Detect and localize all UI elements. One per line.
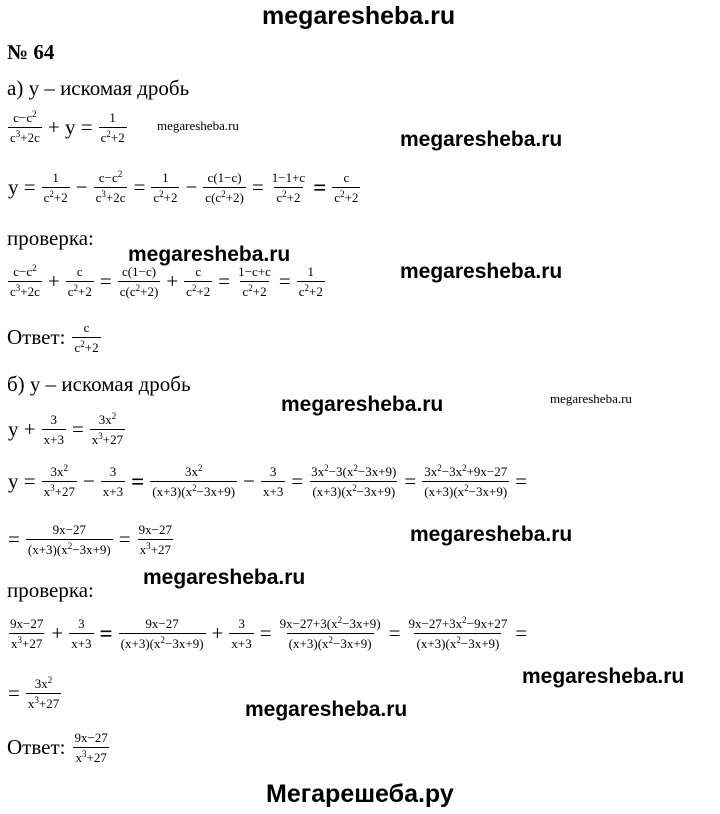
fraction <box>236 264 273 299</box>
numerator: c <box>76 264 83 279</box>
fraction <box>150 464 237 499</box>
numerator: 9x−27 <box>10 616 44 631</box>
numerator: 3 <box>78 616 85 631</box>
watermark-text: megaresheba.ru <box>400 260 563 283</box>
part-a-equation-1 <box>5 110 130 145</box>
numerator: 1 <box>162 170 169 185</box>
denominator: $x^3+27$ <box>75 749 107 765</box>
denominator: x+3 <box>229 633 253 651</box>
numerator: 1 <box>307 264 315 279</box>
part-a-label: а) у – искомая дробь <box>7 76 190 100</box>
denominator: $x^3+27$ <box>91 431 124 447</box>
part-b-check-label: проверка: <box>7 578 94 602</box>
operator: y = <box>8 469 36 493</box>
numerator: 9x−27 <box>74 730 108 745</box>
fraction <box>42 170 70 205</box>
problem-title: № 64 <box>7 40 55 64</box>
numerator: $c-c^2$ <box>13 109 37 125</box>
operator: = <box>8 681 20 705</box>
fraction <box>8 110 42 145</box>
denominator: $(x+3)(x^2-3x+9)$ <box>416 635 500 651</box>
part-b-check-line-2 <box>5 676 64 711</box>
numerator: c <box>195 264 202 279</box>
fraction <box>203 170 246 205</box>
operator: − <box>75 175 88 199</box>
numerator: $c-c^2$ <box>13 263 37 279</box>
fraction <box>69 616 93 651</box>
operator: = <box>131 468 145 494</box>
numerator: 9x−27 <box>145 616 179 631</box>
numerator: $9x-27+3x^2-9x+27$ <box>408 615 508 631</box>
denominator: x+3 <box>101 481 125 499</box>
numerator: 9x−27 <box>138 522 172 537</box>
fraction <box>119 616 206 651</box>
part-b-check-line-1 <box>5 616 530 651</box>
denominator: $c(c^2+2)$ <box>119 283 159 299</box>
fraction <box>229 616 253 651</box>
operator: = <box>133 175 146 199</box>
denominator: $c^3+2c$ <box>10 129 40 145</box>
denominator: $c^2+2$ <box>242 283 267 299</box>
fraction <box>406 616 509 651</box>
numerator: 9x−27 <box>52 522 86 537</box>
numerator: 1−1+c <box>271 170 306 185</box>
denominator: $c(c^2+2)$ <box>205 189 244 205</box>
operator: + y = <box>47 115 93 139</box>
watermark-small-b: megaresheba.ru <box>550 391 632 406</box>
denominator: $c^2+2$ <box>43 189 68 205</box>
denominator: $(x+3)(x^2-3x+9)$ <box>27 541 111 557</box>
numerator: 3 <box>269 464 277 479</box>
footer-watermark[interactable]: Мегарешеба.ру <box>266 780 454 808</box>
fraction <box>101 464 125 499</box>
numerator: 1 <box>52 170 59 185</box>
numerator: 3 <box>50 412 58 427</box>
watermark-text: megaresheba.ru <box>245 698 408 721</box>
part-b-solution-line-2 <box>5 522 177 557</box>
watermark-text: megaresheba.ru <box>128 243 291 266</box>
operator: = <box>313 174 327 200</box>
fraction <box>332 170 360 205</box>
numerator: 3 <box>238 616 245 631</box>
denominator: $c^3+2c$ <box>95 189 126 205</box>
fraction <box>297 264 325 299</box>
numerator: $3x^2-3(x^2-3x+9)$ <box>311 463 397 479</box>
operator: + <box>211 621 224 645</box>
fraction <box>90 412 125 447</box>
part-a-check-line <box>5 264 328 299</box>
part-b-label: б) у – искомая дробь <box>7 372 191 396</box>
fraction <box>270 170 307 205</box>
denominator: $x^3+27$ <box>139 541 171 557</box>
fraction <box>422 464 509 499</box>
denominator: $(x+3)(x^2-3x+9)$ <box>288 635 372 651</box>
fraction <box>99 110 127 145</box>
operator: + <box>47 269 60 293</box>
fraction <box>151 170 179 205</box>
operator: − <box>82 469 95 493</box>
denominator: $(x+3)(x^2-3x+9)$ <box>312 483 396 499</box>
operator: = <box>251 175 264 199</box>
numerator: 1−c+c <box>238 264 271 279</box>
operator: = <box>118 527 131 551</box>
part-b-answer <box>7 730 113 765</box>
denominator: $(x+3)(x^2-3x+9)$ <box>424 483 508 499</box>
numerator: $c-c^2$ <box>98 169 123 185</box>
numerator: c <box>343 170 350 185</box>
fraction <box>94 170 128 205</box>
operator: = <box>404 469 417 493</box>
fraction <box>309 464 398 499</box>
denominator: x+3 <box>261 481 285 499</box>
part-a-answer <box>7 320 104 355</box>
numerator: 1 <box>109 110 116 125</box>
denominator: $c^2+2$ <box>153 189 178 205</box>
operator: = <box>278 269 291 293</box>
operator: − <box>243 469 255 493</box>
operator: = <box>515 621 528 645</box>
watermark-text: megaresheba.ru <box>410 523 573 546</box>
watermark-text: megaresheba.ru <box>522 665 685 688</box>
operator: y = <box>8 175 36 199</box>
denominator: $c^2+2$ <box>67 283 92 299</box>
numerator: $3x^2$ <box>184 463 203 479</box>
watermark-text: megaresheba.ru <box>143 566 306 589</box>
denominator: $x^3+27$ <box>11 635 43 651</box>
fraction <box>26 522 113 557</box>
fraction <box>118 264 161 299</box>
numerator: $9x-27+3(x^2-3x+9)$ <box>279 615 381 631</box>
part-b-answer-label: Ответ: <box>7 735 66 759</box>
denominator: x+3 <box>69 633 93 651</box>
operator: + <box>51 621 64 645</box>
fraction <box>42 464 77 499</box>
fraction <box>42 412 66 447</box>
denominator: $x^3+27$ <box>27 695 60 711</box>
operator: y + <box>8 417 36 441</box>
fraction <box>66 264 94 299</box>
operator: = <box>259 621 272 645</box>
denominator: $c^2+2$ <box>186 283 211 299</box>
numerator: $3x^2$ <box>98 411 117 427</box>
operator: + <box>166 269 179 293</box>
numerator: $3x^2$ <box>50 463 69 479</box>
part-b-solution-line-1 <box>5 464 530 499</box>
part-a-solution-line <box>5 170 363 205</box>
denominator: $c^2+2$ <box>334 189 359 205</box>
denominator: $(x+3)(x^2-3x+9)$ <box>152 483 236 499</box>
denominator: $c^2+2$ <box>74 339 99 355</box>
numerator: c <box>83 320 90 335</box>
operator: − <box>185 175 198 199</box>
operator: = <box>388 621 401 645</box>
fraction <box>8 616 45 651</box>
operator: = <box>291 469 304 493</box>
part-a-check-label: проверка: <box>7 226 94 250</box>
operator: = <box>99 620 113 646</box>
part-a-answer-fraction <box>69 320 103 355</box>
watermark-text: megaresheba.ru <box>400 128 563 151</box>
operator: = <box>99 269 112 293</box>
numerator: c(1−c) <box>207 170 242 185</box>
denominator: $c^2+2$ <box>100 129 125 145</box>
numerator: $3x^2$ <box>34 675 53 691</box>
denominator: $c^3+2c$ <box>10 283 40 299</box>
fraction <box>8 264 42 299</box>
operator: = <box>8 527 20 551</box>
denominator: $c^2+2$ <box>298 283 323 299</box>
fraction <box>184 264 212 299</box>
header-watermark[interactable]: megaresheba.ru <box>262 2 456 30</box>
numerator: $3x^2-3x^2+9x-27$ <box>424 463 508 479</box>
part-a-answer-label: Ответ: <box>7 325 66 349</box>
fraction <box>137 522 174 557</box>
numerator: 3 <box>109 464 117 479</box>
operator: = <box>218 269 231 293</box>
denominator: x+3 <box>42 429 66 447</box>
watermark-small-a: megaresheba.ru <box>157 118 239 133</box>
fraction <box>26 676 61 711</box>
numerator: c(1−c) <box>121 264 157 279</box>
denominator: $c^2+2$ <box>276 189 301 205</box>
fraction <box>72 730 109 765</box>
watermark-text: megaresheba.ru <box>281 393 444 416</box>
denominator: $x^3+27$ <box>43 483 75 499</box>
fraction <box>72 320 100 355</box>
fraction <box>261 464 285 499</box>
operator: = <box>71 417 84 441</box>
fraction <box>278 616 383 651</box>
part-b-equation-1 <box>5 412 128 447</box>
part-b-answer-fraction <box>69 730 112 765</box>
operator: = <box>515 469 528 493</box>
denominator: $(x+3)(x^2-3x+9)$ <box>120 635 204 651</box>
